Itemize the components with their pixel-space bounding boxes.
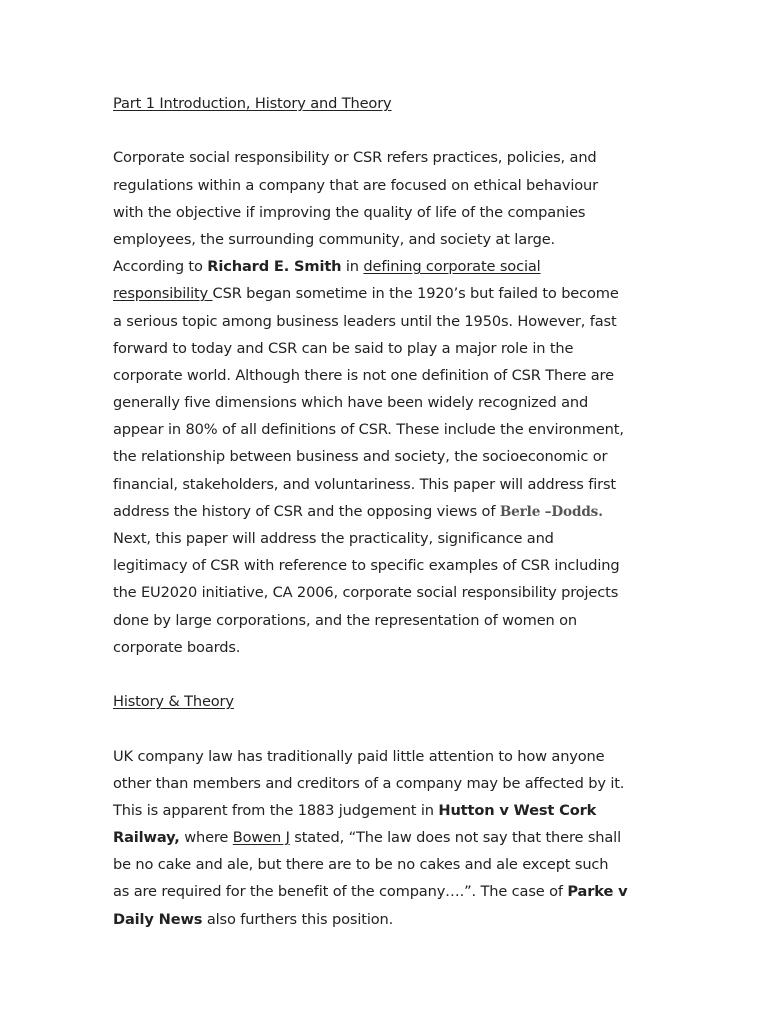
text-line: other than members and creditors of a company may be affected by it. <box>113 774 625 792</box>
berle-dodds-reference: Berle –Dodds. <box>499 503 603 520</box>
text-line <box>113 906 673 933</box>
text-run: address the history of CSR and the opposing views of <box>113 502 500 520</box>
text-line <box>113 824 673 851</box>
text-line: with the objective if improving the quality of life of the companies <box>113 203 586 221</box>
text-run: This is apparent from the 1883 judgement in <box>113 801 439 819</box>
section-heading-intro <box>113 90 673 117</box>
text-line <box>113 498 673 525</box>
document-page <box>113 90 673 933</box>
text-line: employees, the surrounding community, and society at large. <box>113 230 556 248</box>
text-line: appear in 80% of all definitions of CSR. These include the environment, <box>113 421 624 439</box>
text-line: legitimacy of CSR with reference to specific examples of CSR including <box>113 557 620 575</box>
text-run: CSR began sometime in the 1920’s but failed to become <box>212 285 619 303</box>
text-run: where <box>179 829 233 847</box>
author-name: Richard E. Smith <box>207 258 342 276</box>
spacer <box>113 117 673 144</box>
judge-name: Bowen J <box>232 829 290 847</box>
case-name-parke: Parke v <box>567 883 628 901</box>
text-run: stated, “The law does not say that there shall <box>289 829 621 847</box>
case-name-daily-news: Daily News <box>113 910 203 928</box>
source-title-part1: defining corporate social <box>363 258 541 276</box>
text-line: the relationship between business and society, the socioeconomic or <box>113 448 608 466</box>
spacer <box>113 715 673 742</box>
heading-history-theory: History & Theory <box>113 693 234 711</box>
text-line: Next, this paper will address the practicality, significance and <box>113 530 554 547</box>
text-line: corporate boards. <box>113 638 241 656</box>
text-line: generally five dimensions which have been widely recognized and <box>113 394 589 412</box>
section-heading-history <box>113 688 673 715</box>
text-line: the EU2020 initiative, CA 2006, corporate social responsibility projects <box>113 584 619 602</box>
text-run: in <box>341 258 364 276</box>
heading-introduction: Part 1 Introduction, History and Theory <box>113 95 392 112</box>
text-run: According to <box>113 258 208 276</box>
case-name-hutton: Hutton v West Cork <box>438 801 597 819</box>
text-line <box>113 878 673 905</box>
text-line: forward to today and CSR can be said to play a major role in the <box>113 339 574 357</box>
paragraph-introduction <box>113 144 673 661</box>
paragraph-history <box>113 743 673 933</box>
spacer <box>113 661 673 688</box>
text-line: UK company law has traditionally paid little attention to how anyone <box>113 747 605 765</box>
text-line: a serious topic among business leaders until the 1950s. However, fast <box>113 312 617 330</box>
case-name-railway: Railway, <box>113 829 180 847</box>
text-line: be no cake and ale, but there are to be no cakes and ale except such <box>113 856 609 874</box>
text-line: regulations within a company that are focused on ethical behaviour <box>113 176 598 194</box>
text-line: done by large corporations, and the representation of women on <box>113 611 578 629</box>
text-run: as are required for the benefit of the company….”. The case of <box>113 883 568 901</box>
source-title-part2: responsibility <box>113 285 213 303</box>
text-run: also furthers this position. <box>202 910 394 928</box>
text-line: Corporate social responsibility or CSR refers practices, policies, and <box>113 149 597 167</box>
text-line <box>113 253 673 280</box>
text-line: corporate world. Although there is not one definition of CSR There are <box>113 366 614 384</box>
text-line <box>113 797 673 824</box>
text-line: financial, stakeholders, and voluntariness. This paper will address first <box>113 475 616 493</box>
text-line <box>113 280 673 307</box>
